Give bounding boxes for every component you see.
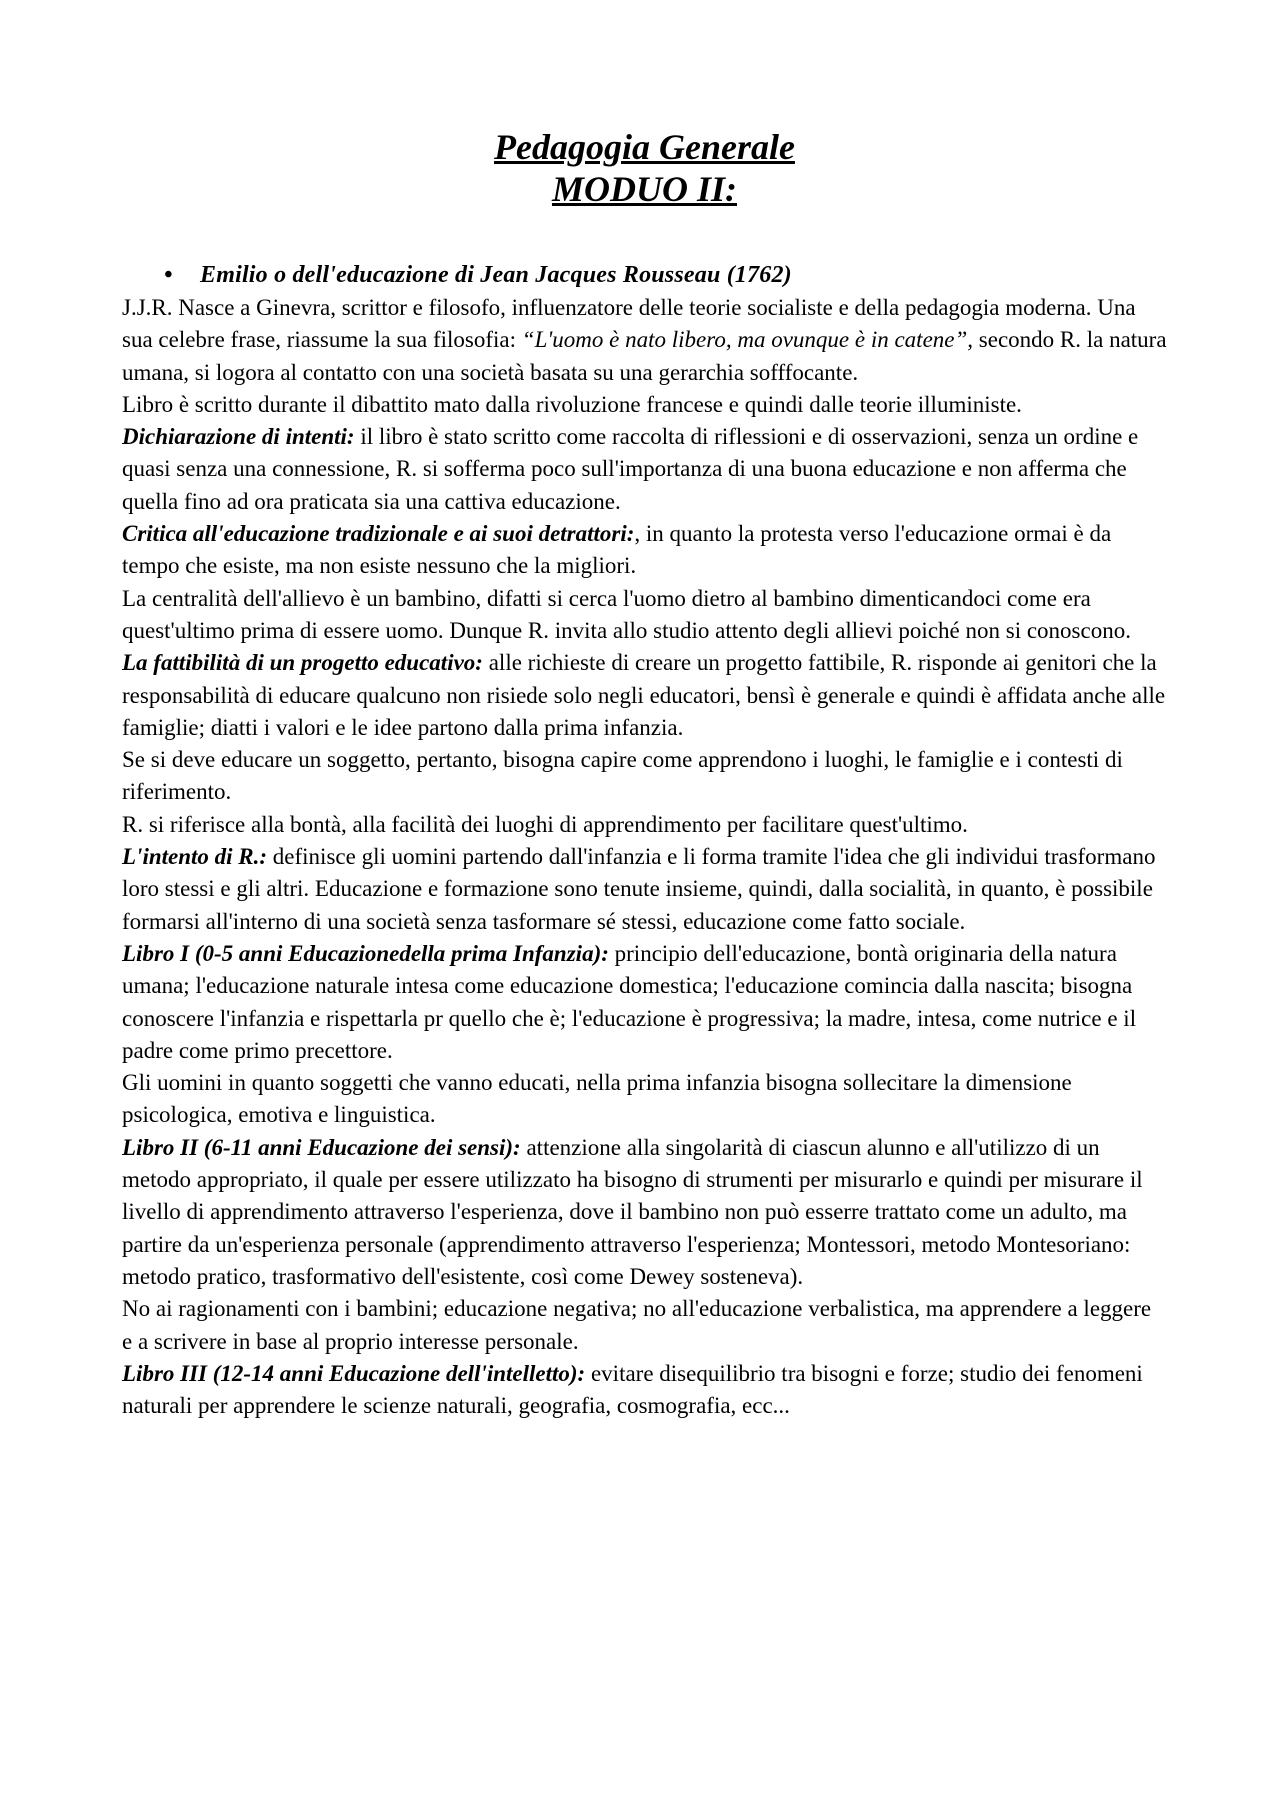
paragraph-text: evitare disequilibrio tra bisogni e forze; studio dei fenomeni naturali per apprendere le scienze naturali, geografia, cosmografia, ecc... — [122, 1360, 1143, 1419]
paragraph-heading: L'intento di R.: — [122, 844, 268, 870]
paragraph-fattibilita — [122, 647, 1167, 744]
paragraph-centralita: La centralità dell'allievo è un bambino, difatti si cerca l'uomo dietro al bambino dimenticandoci come era quest'ultimo prima di essere uomo. Dunque R. invita allo studio attento degli allievi poiché non si conoscono. — [122, 585, 1131, 643]
quote-text: “L'uomo è nato libero, ma ovunque è in catene”, — [521, 327, 974, 353]
paragraph-libro-1 — [122, 938, 1167, 1067]
paragraph-bonta: R. si riferisce alla bontà, alla facilità dei luoghi di apprendimento per facilitare quest'ultimo. — [122, 811, 968, 837]
paragraph-critica — [122, 518, 1167, 583]
document-body — [122, 292, 1167, 1422]
paragraph-text: attenzione alla singolarità di ciascun alunno e all'utilizzo di un metodo appropriato, il quale per essere utilizzato ha bisogno di strumenti per misurarlo e quindi per misurare il livello di apprendimento attraverso l'esperienza, dove il bambino non può esserre trattato come un adulto, ma partire da un'esperienza personale (apprendimento attraverso l'esperienza; Montessori, metodo Montesoriano: metodo pratico, trasformativo dell'esistente, così come Dewey sosteneva). — [122, 1134, 1143, 1289]
paragraph-text: J.J.R. Nasce a Ginevra, scrittor e filosofo, influenzatore delle teorie socialiste e della pedagogia moderna. Una sua celebre frase, riassume la sua filosofia: — [122, 295, 1136, 353]
title-line-2: MODUO II: — [551, 169, 737, 209]
paragraph-text: principio dell'educazione, bontà originaria della natura umana; l'educazione naturale intesa come educazione domestica; l'educazione comincia dalla nascita; bisogna conoscere l'infanzia e rispettarla pr quello che è; l'educazione è progressiva; la madre, intesa, come nutrice e il padre come primo precettore. — [122, 940, 1137, 1063]
bullet-icon: • — [164, 262, 173, 288]
paragraph-intento — [122, 841, 1167, 938]
paragraph-heading: Dichiarazione di intenti: — [122, 424, 355, 450]
paragraph-intenti — [122, 421, 1167, 518]
paragraph-ragionamenti: No ai ragionamenti con i bambini; educazione negativa; no all'educazione verbalistica, ma apprendere a leggere e a scrivere in base al proprio interesse personale. — [122, 1296, 1152, 1354]
document-page — [122, 126, 1167, 1422]
paragraph-libro-3 — [122, 1358, 1167, 1423]
paragraph-heading: Libro II (6-11 anni Educazione dei sensi): — [122, 1134, 521, 1160]
paragraph-text: secondo R. la natura umana, si logora al contatto con una società basata su una gerarchia sofffocante. — [122, 327, 1167, 385]
paragraph-heading: La fattibilità di un progetto educativo: — [122, 650, 483, 676]
paragraph-context: Libro è scritto durante il dibattito mato dalla rivoluzione francese e quindi dalle teorie illuministe. — [122, 391, 1022, 417]
paragraph-uomini: Gli uomini in quanto soggetti che vanno educati, nella prima infanzia bisogna sollecitare la dimensione psicologica, emotiva e linguistica. — [122, 1070, 1072, 1128]
title-line-1: Pedagogia Generale — [494, 127, 795, 167]
document-title — [122, 126, 1167, 210]
paragraph-heading: Libro III (12-14 anni Educazione dell'intelletto): — [122, 1360, 586, 1386]
paragraph-text: , in quanto la protesta verso l'educazione ormai è da tempo che esiste, ma non esiste nessuno che la migliori. — [122, 521, 1112, 579]
paragraph-educare: Se si deve educare un soggetto, pertanto, bisogna capire come apprendono i luoghi, le famiglie e i contesti di riferimento. — [122, 747, 1123, 805]
section-heading — [122, 260, 1167, 290]
paragraph-text: definisce gli uomini partendo dall'infanzia e li forma tramite l'idea che gli individui trasformano loro stessi e gli altri. Educazione e formazione sono tenute insieme, quindi, dalla socialità, in quanto, è possibile formarsi all'interno di una società senza tasformare sé stessi, educazione come fatto sociale. — [122, 844, 1156, 934]
paragraph-text: alle richieste di creare un progetto fattibile, R. risponde ai genitori che la responsabilità di educare qualcuno non risiede solo negli educatori, bensì è generale e quindi è affidata anche alle famiglie; diatti i valori e le idee partono dalla prima infanzia. — [122, 650, 1166, 740]
paragraph-libro-2 — [122, 1132, 1167, 1293]
paragraph-text: il libro è stato scritto come raccolta di riflessioni e di osservazioni, senza un ordine e quasi senza una connessione, R. si sofferma poco sull'importanza di una buona educazione e non afferma che quella fino ad ora praticata sia una cattiva educazione. — [122, 424, 1139, 514]
paragraph-heading: Libro I (0-5 anni Educazionedella prima Infanzia): — [122, 940, 609, 966]
paragraph-heading: Critica all'educazione tradizionale e ai suoi detrattori: — [122, 521, 635, 547]
section-heading-text: Emilio o dell'educazione di Jean Jacques Rousseau (1762) — [200, 262, 792, 288]
paragraph-intro — [122, 292, 1167, 389]
